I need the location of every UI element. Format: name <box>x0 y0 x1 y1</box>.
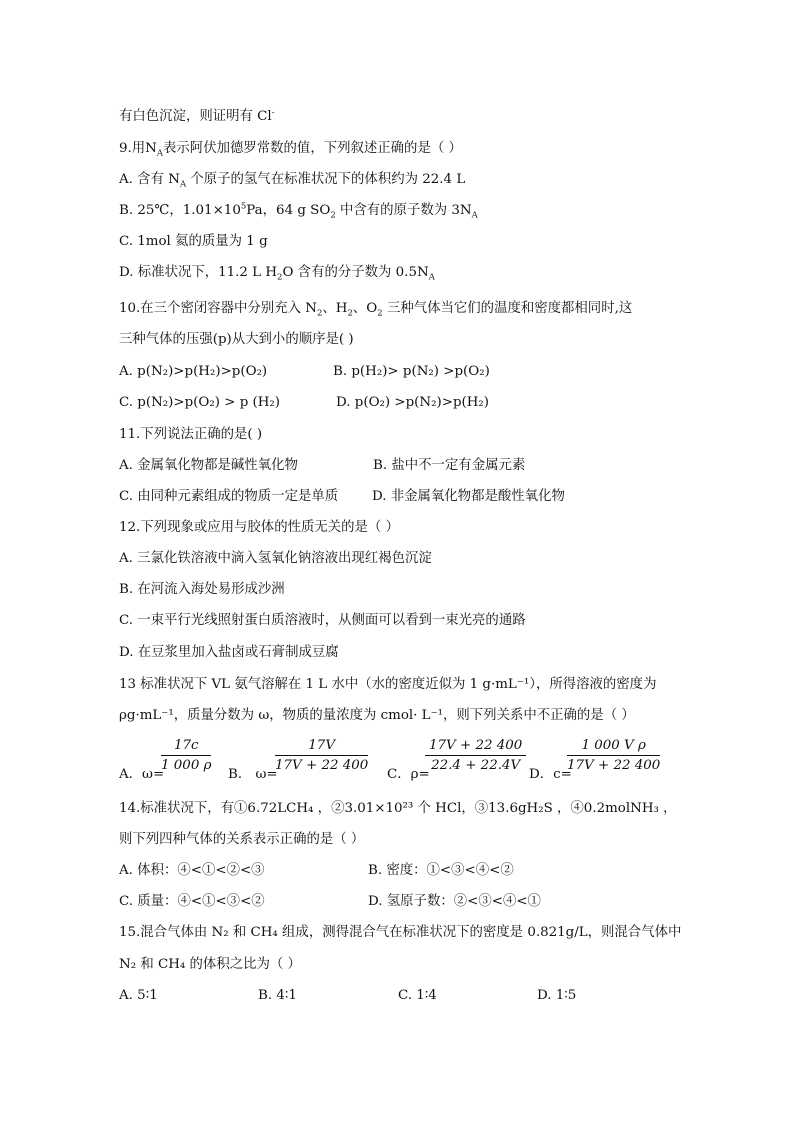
question-14-stem-line1: 14.标准状况下，有①6.72LCH₄ ，②3.01×10²³ 个 HCl，③13.6gH₂S ，④0.2molNH₃ ， <box>119 801 677 816</box>
question-13-option-d-label: D．c= <box>529 767 572 782</box>
question-10-stem-line1: 10.在三个密闭容器中分别充入 $N_2$、$H_2$、$O_2$ 三种气体当它们的温度和密度都相同时,这 <box>119 301 633 319</box>
question-13-option-c-fraction: $\frac{17V + 22 400}{22.4 + 22.4V}$ <box>425 738 526 773</box>
question-11-option-d: D. 非金属氧化物都是酸性氧化物 <box>372 489 565 504</box>
question-10-stem-line2: 三种气体的压强(p)从大到小的顺序是( ) <box>119 332 354 347</box>
question-14-option-c: C. 质量：④<①<③<② <box>119 894 265 909</box>
question-13-option-c-label: C．ρ= <box>387 767 430 782</box>
question-13-option-b-label: B． ω= <box>228 767 278 782</box>
question-13-option-a-label: A．ω= <box>119 767 165 782</box>
question-12-option-b: B. 在河流入海处易形成沙洲 <box>119 582 285 597</box>
question-13-options <box>119 734 719 786</box>
question-9-option-d: D. 标准状况下，11.2 L $H_2O$ 含有的分子数为 $0.5N_A$ <box>119 265 435 283</box>
question-10-option-a: A. p(N₂)>p(H₂)>p(O₂) <box>119 364 268 379</box>
question-12-option-c: C. 一束平行光线照射蛋白质溶液时，从侧面可以看到一束光亮的通路 <box>119 613 526 628</box>
question-12-option-d: D. 在豆浆里加入盐卤或石膏制成豆腐 <box>119 645 339 660</box>
continuation-line: 有白色沉淀，则证明有 Cl- <box>119 107 275 124</box>
question-9-option-a: A. 含有 $N_A$ 个原子的氢气在标准状况下的体积约为 22.4 L <box>119 172 466 190</box>
question-15-option-c: C. 1∶4 <box>398 988 437 1003</box>
question-13-option-a-fraction: $\frac{17c}{1 000 \rho}$ <box>161 738 212 773</box>
question-11-stem: 11.下列说法正确的是( ) <box>119 427 263 442</box>
question-15-option-b: B. 4∶1 <box>258 988 297 1003</box>
question-9-stem: 9.用$N_A$表示阿伏加德罗常数的值，下列叙述正确的是（ ） <box>119 141 462 159</box>
question-15-stem-line2: N₂ 和 CH₄ 的体积之比为（ ） <box>119 957 301 972</box>
question-10-option-c: C. p(N₂)>p(O₂) > p (H₂) <box>119 395 281 410</box>
question-11-option-a: A. 金属氧化物都是碱性氧化物 <box>119 458 298 473</box>
question-14-option-d: D. 氢原子数：②<③<④<① <box>368 894 541 909</box>
question-14-option-b: B. 密度：①<③<④<② <box>368 863 514 878</box>
question-10-option-b: B. p(H₂)> p(N₂) >p(O₂) <box>333 364 490 379</box>
question-11-option-b: B. 盐中不一定有金属元素 <box>373 458 526 473</box>
question-12-option-a: A. 三氯化铁溶液中滴入氢氧化钠溶液出现红褐色沉淀 <box>119 551 432 566</box>
question-15-option-d: D. 1∶5 <box>537 988 577 1003</box>
question-10-option-d: D. p(O₂) >p(N₂)>p(H₂) <box>336 395 490 410</box>
question-11-option-c: C. 由同种元素组成的物质一定是单质 <box>119 489 339 504</box>
question-12-stem: 12.下列现象或应用与胶体的性质无关的是（ ） <box>119 520 399 535</box>
question-15-option-a: A. 5∶1 <box>119 988 158 1003</box>
question-13-option-d-fraction: $\frac{\text{1 000 V ρ}}{17V + 22 400}$ <box>567 738 661 773</box>
question-9-option-c: C. 1mol 氦的质量为 1 g <box>119 234 268 249</box>
question-14-option-a: A. 体积：④<①<②<③ <box>119 863 265 878</box>
question-9-option-b: B. 25℃，$1.01\times 10^5Pa$，64 g $SO_2$ 中含有的原子数为 $3N_A$ <box>119 201 478 221</box>
question-13-option-b-fraction: $\frac{17V}{17V + 22 400}$ <box>275 738 369 773</box>
question-13-stem-line1: 13 标准状况下 VL 氨气溶解在 1 L 水中（水的密度近似为 1 g·mL⁻¹），所得溶液的密度为 <box>119 677 657 692</box>
question-15-stem-line1: 15.混合气体由 N₂ 和 CH₄ 组成，测得混合气在标准状况下的密度是 0.821g/L，则混合气体中 <box>119 925 682 940</box>
question-13-stem-line2: ρg·mL⁻¹，质量分数为 ω，物质的量浓度为 cmol· L⁻¹，则下列关系中不正确的是（ ） <box>119 708 635 723</box>
question-14-stem-line2: 则下列四种气体的关系表示正确的是（ ） <box>119 832 365 847</box>
